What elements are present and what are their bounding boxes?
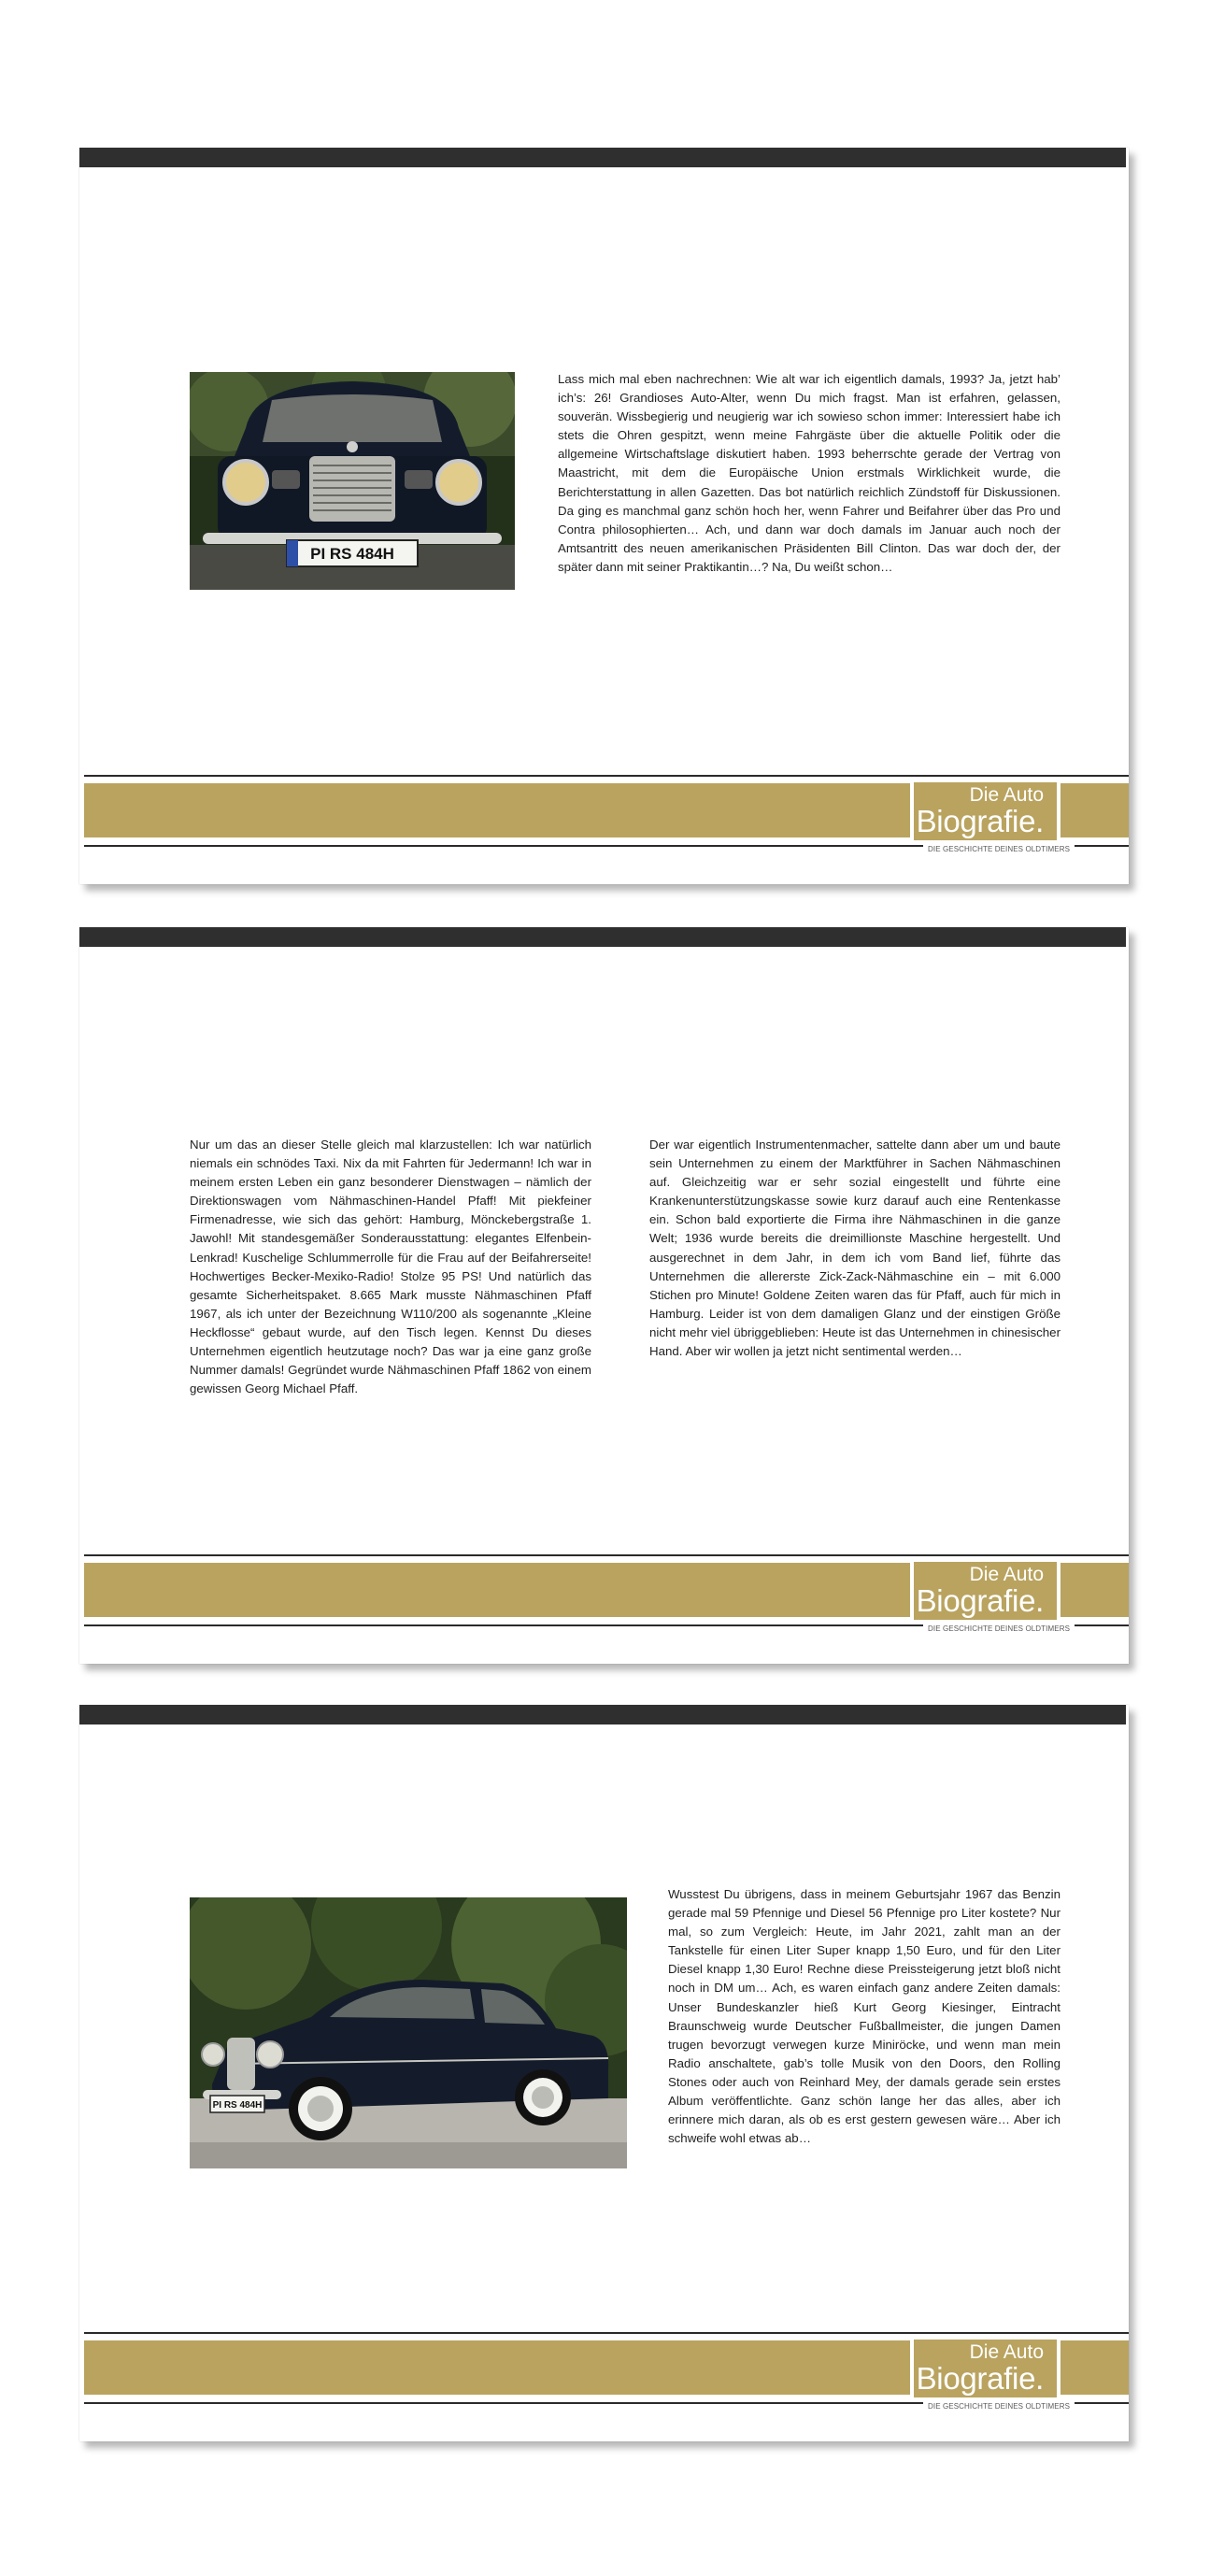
car-side-photo (190, 1897, 627, 2168)
logo-main-text: Biografie. (916, 804, 1044, 838)
page-top-bar (79, 148, 1126, 167)
license-plate-text: PI RS 484H (310, 545, 394, 563)
footer-line-top (84, 2332, 1129, 2334)
brochure-page-1 (79, 148, 1129, 884)
logo-main-text: Biografie. (916, 2361, 1044, 2396)
brand-tagline: DIE GESCHICHTE DEINES OLDTIMERS (923, 2402, 1075, 2411)
logo-main-text: Biografie. (916, 1583, 1044, 1618)
logo-top-text: Die Auto (969, 1564, 1044, 1585)
logo-top-text: Die Auto (969, 2341, 1044, 2363)
brand-logo (914, 2340, 1057, 2397)
license-plate-text: PI RS 484H (212, 2100, 263, 2111)
brochure-page-3 (79, 1705, 1129, 2441)
story-text-left: Nur um das an dieser Stelle gleich mal klarzustellen: Ich war natürlich niemals ein schnödes Taxi. Nix da mit Fahrten für Jedermann! Ich war in meinem ersten Leben ein ganz besonderer Dienstwagen – nämlich der Direktionswagen vom Nähmaschinen-Handel Pfaff! Mit piekfeiner Firmenadresse, wie sich das gehört: Hamburg, Mönckebergstraße 1. Jawohl! Mit standesgemäßer Sonderausstattung: elegantes Elfenbein-Lenkrad! Kuschelige Schlummerrolle für die Frau auf der Beifahrerseite! Hochwertiges Becker-Mexiko-Radio! Stolze 95 PS! Und natürlich das gesamte Sicherheitspaket. 8.665 Mark musste Nähmaschinen Pfaff 1967, als ich unter der Bezeichnung W110/200 als sogenannte „Kleine Heckflosse“ gebaut wurde, auf den Tisch legen. Kennst Du dieses Unternehmen eigentlich heutzutage noch? Das war ja eine ganz große Nummer damals! Gegründet wurde Nähmaschinen Pfaff 1862 von einem gewissen Georg Michael Pfaff. (190, 1138, 591, 1396)
car-front-photo (190, 372, 515, 590)
brand-logo (914, 782, 1057, 840)
footer-line-top (84, 1554, 1129, 1556)
brand-logo (914, 1562, 1057, 1620)
story-text-right: Der war eigentlich Instrumentenmacher, sattelte dann aber um und baute sein Unternehmen zu einem der Marktführer in Sachen Nähmaschinen auf. Gleichzeitig war er sehr sozial eingestellt und führte eine Krankenunterstützungskasse sowie kurz darauf auch eine Rentenkasse ein. Schon bald exportierte die Firma ihre Nähmaschinen in die ganze Welt; 1936 wurde bereits die dreimillionste Maschine hergestellt. Und ausgerechnet in dem Jahr, in dem ich vom Band lief, führte das Unternehmen die allererste Zick-Zack-Nähmaschine ein – mit 6.000 Stichen pro Minute! Goldene Zeiten waren das für Pfaff, auch für mich in Hamburg. Leider ist von dem damaligen Glanz und der einstigen Größe nicht mehr viel übriggeblieben: Heute ist das Unternehmen in chinesischer Hand. Aber wir wollen ja jetzt nicht sentimental werden… (649, 1138, 1061, 1359)
page-top-bar (79, 1705, 1126, 1724)
brand-tagline: DIE GESCHICHTE DEINES OLDTIMERS (923, 1624, 1075, 1634)
page-top-bar (79, 927, 1126, 947)
brand-tagline: DIE GESCHICHTE DEINES OLDTIMERS (923, 845, 1075, 854)
brochure-page-2 (79, 927, 1129, 1664)
story-text: Lass mich mal eben nachrechnen: Wie alt war ich eigentlich damals, 1993? Ja, jetzt hab’ ich’s: 26! Grandioses Auto-Alter, wenn Du mich fragst. Man ist erfahren, gelassen, souverän. Wissbegierig und neugierig war ich sowieso schon immer: Interessiert habe ich stets die Ohren gespitzt, wenn meine Fahrgäste über die aktuelle Politik oder die allgemeine Wirtschaftslage diskutiert haben. 1993 beherrschte gerade der Vertrag von Maastricht, mit dem die Europäische Union erstmals Wirklichkeit wurde, die Berichterstattung in allen Gazetten. Das bot natürlich reichlich Zündstoff für Diskussionen. Da ging es manchmal ganz schön hoch her, wenn Fahrer und Beifahrer über das Pro und Contra philosophierten… Ach, und dann war doch damals im Januar auch noch der Amtsantritt des neuen amerikanischen Präsidenten Bill Clinton. Das war doch der, der später dann mit seiner Praktikantin…? Na, Du weißt schon… (558, 372, 1061, 574)
logo-top-text: Die Auto (969, 784, 1044, 806)
story-text: Wusstest Du übrigens, dass in meinem Geburtsjahr 1967 das Benzin gerade mal 59 Pfennige und Diesel 56 Pfennige pro Liter kostete? Nur mal, so zum Vergleich: Heute, im Jahr 2021, zahlt man an der Tankstelle für einen Liter Super knapp 1,50 Euro, und für den Liter Diesel knapp 1,30 Euro! Rechne diese Preissteigerung jetzt bloß nicht noch in DM um… Ach, es waren einfach ganz andere Zeiten damals: Unser Bundeskanzler hieß Kurt Georg Kiesinger, Eintracht Braunschweig wurde Deutscher Fußballmeister, die jungen Damen trugen bevorzugt verwegen kurze Miniröcke, und wenn man mein Radio anschaltete, gab’s tolle Musik von den Doors, den Rolling Stones oder auch von Reinhard Mey, der damals gerade sein erstes Album veröffentlichte. Ganz schön lange her das alles, aber ich erinnere mich daran, als ob es erst gestern gewesen wäre… Aber ich schweife wohl etwas ab… (668, 1887, 1061, 2146)
footer-line-top (84, 775, 1129, 777)
